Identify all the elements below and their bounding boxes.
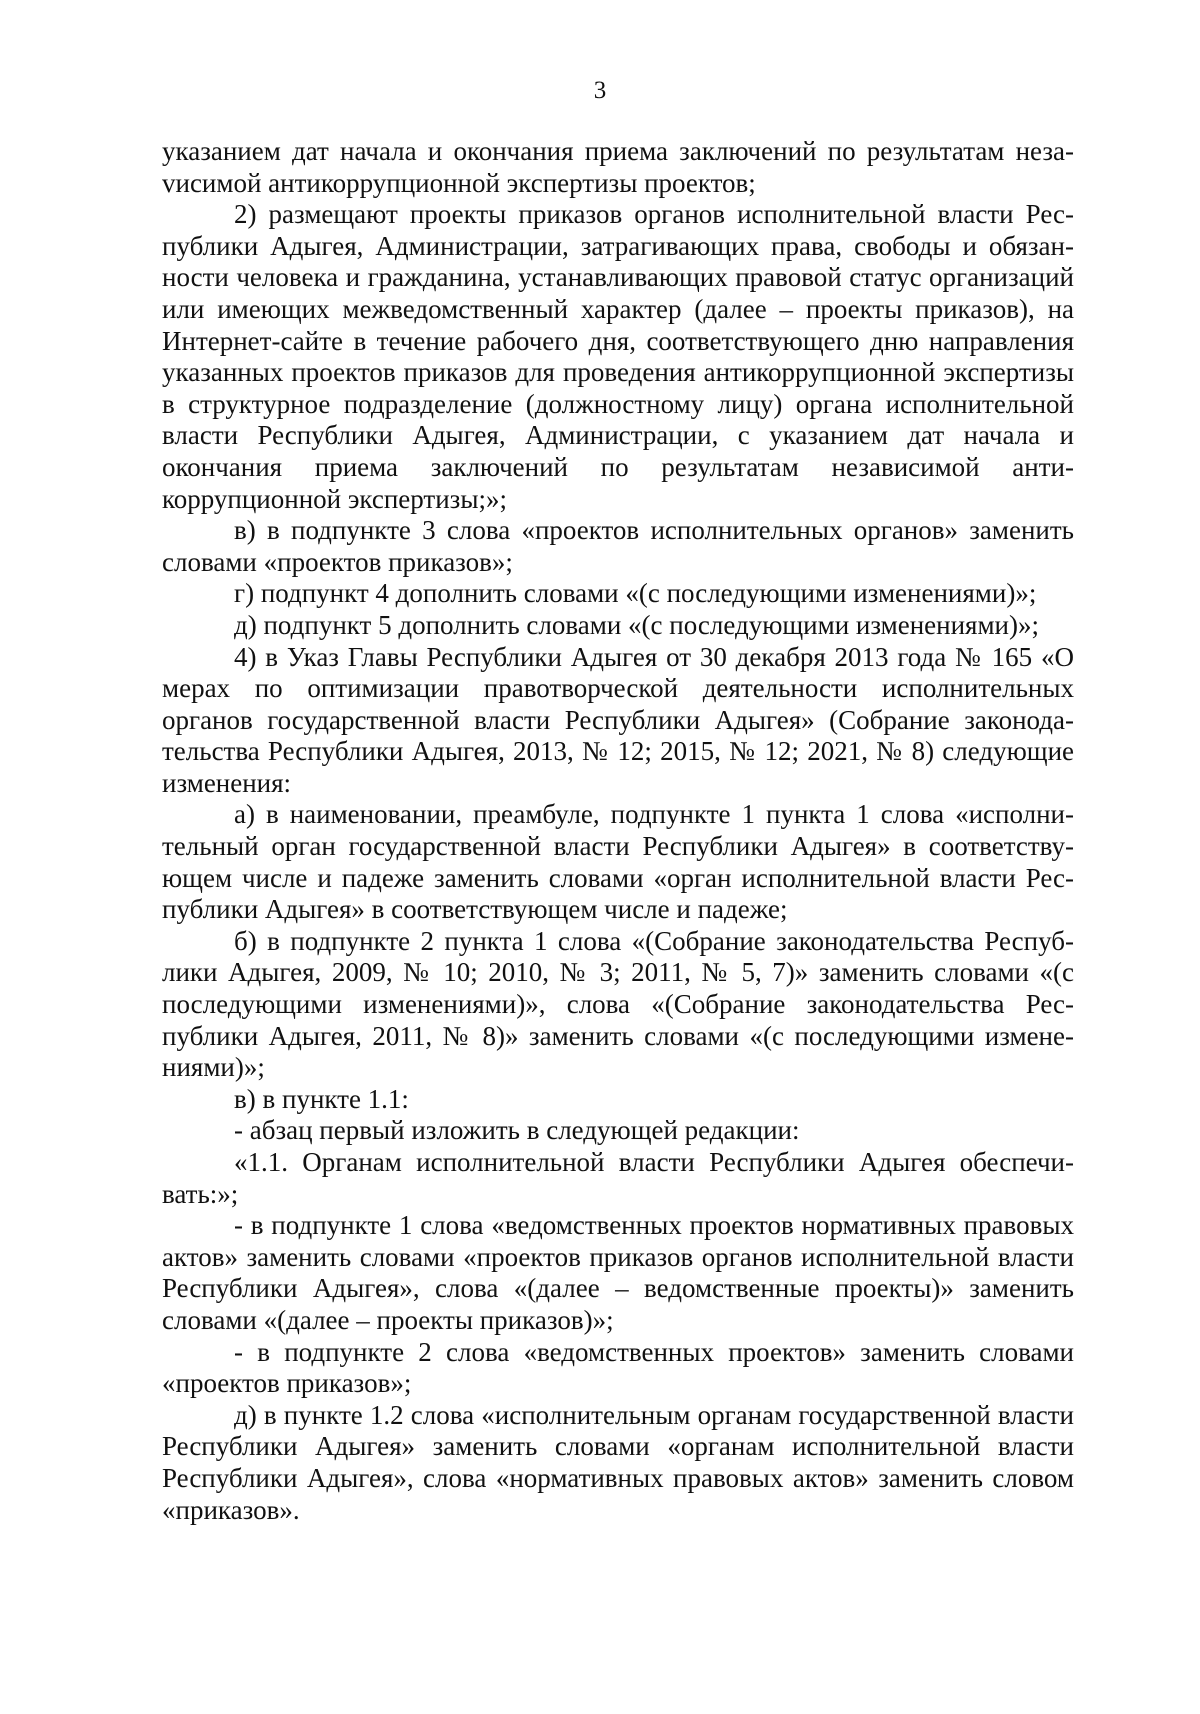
paragraph-subitem-v-point-1-1: в) в пункте 1.1:: [234, 1083, 409, 1114]
paragraph-subitem-a: а) в наименовании, преамбуле, подпункте 1 пункта 1 слова «исполнительный орган государственной власти Республики Адыгея» в соответствующем числе и падеже заменить словами «орган исполнительной власти Республики Адыгея» в соответствующем числе и падеже;: [162, 799, 1074, 925]
paragraph-subitem-d: д) подпункт 5 дополнить словами «(с последующими изменениями)»;: [234, 609, 1039, 640]
paragraph-dash-subitem-2: - в подпункте 2 слова «ведомственных проектов» заменить словами «проектов приказов»;: [162, 1336, 1074, 1399]
paragraph-item-2: 2) размещают проекты приказов органов исполнительной власти Республики Адыгея, Администрации, затрагивающих права, свободы и обязанности человека и гражданина, устанавливающих правовой статус организаций или имеющих межведомственный характер (далее – проекты приказов), на Интернет-сайте в течение рабочего дня, соответствующего дню направления указанных проектов приказов для проведения антикоррупционной экспертизы в структурное подразделение (должностному лицу) органа исполнительной власти Республики Адыгея, Администрации, с указанием дат начала и окончания приема заключений по результатам независимой антикоррупционной экспертизы;»;: [162, 199, 1074, 514]
page-number: 3: [593, 77, 607, 104]
document-body: [162, 136, 1074, 1526]
paragraph-dash-first-abzac: - абзац первый изложить в следующей редакции:: [234, 1115, 800, 1146]
paragraph-dash-subitem-1: - в подпункте 1 слова «ведомственных проектов нормативных правовых актов» заменить словами «проектов приказов органов исполнительной власти Республики Адыгея», слова «(далее – ведомственные проекты)» заменить словами «(далее – проекты приказов)»;: [162, 1210, 1074, 1335]
paragraph-subitem-g: г) подпункт 4 дополнить словами «(с последующими изменениями)»;: [234, 578, 1037, 609]
paragraph-continuation: указанием дат начала и окончания приема заключений по результатам незаvисимой антикоррупционной экспертизы проектов;: [162, 136, 1074, 198]
paragraph-quote-1-1: «1.1. Органам исполнительной власти Республики Адыгея обеспечивать:»;: [162, 1147, 1074, 1209]
paragraph-subitem-b: б) в подпункте 2 пункта 1 слова «(Собрание законодательства Республики Адыгея, 2009, № 10; 2010, № 3; 2011, № 5, 7)» заменить словами «(с последующими изменениями)», слова «(Собрание законодательства Республики Адыгея, 2011, № 8)» заменить словами «(с последующими изменениями)»;: [162, 925, 1074, 1083]
paragraph-item-4: 4) в Указ Главы Республики Адыгея от 30 декабря 2013 года № 165 «О мерах по оптимизации правотворческой деятельности исполнительных органов государственной власти Республики Адыгея» (Собрание законодательства Республики Адыгея, 2013, № 12; 2015, № 12; 2021, № 8) следующие изменения:: [162, 641, 1074, 798]
paragraph-subitem-d-point-1-2: д) в пункте 1.2 слова «исполнительным органам государственной власти Республики Адыгея» заменить словами «органам исполнительной власти Республики Адыгея», слова «нормативных правовых актов» заменить словом «приказов».: [162, 1399, 1074, 1525]
paragraph-subitem-v: в) в подпункте 3 слова «проектов исполнительных органов» заменить словами «проектов приказов»;: [162, 515, 1074, 577]
